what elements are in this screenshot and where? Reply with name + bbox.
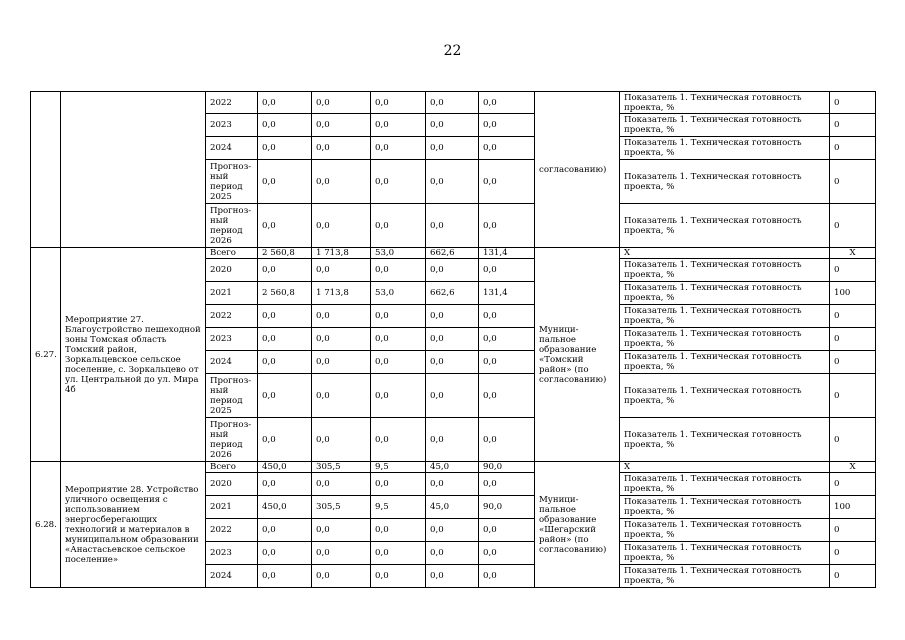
- value-cell-5: 0,0: [479, 473, 535, 496]
- value-cell-3: 0,0: [371, 204, 426, 248]
- indicator-cell: Показатель 1. Техническая готовность проекта, %: [620, 565, 830, 588]
- indicator-cell: Показатель 1. Техническая готовность проекта, %: [620, 282, 830, 305]
- value-cell-4: 45,0: [426, 462, 479, 473]
- table-body: [31, 92, 876, 588]
- year-cell: 2022: [206, 519, 258, 542]
- value-cell-4: 0,0: [426, 259, 479, 282]
- table-row: [31, 462, 876, 473]
- value-cell-5: 0,0: [479, 137, 535, 160]
- value-cell-3: 0,0: [371, 259, 426, 282]
- value-cell-3: 0,0: [371, 418, 426, 462]
- value-cell-3: 0,0: [371, 519, 426, 542]
- value-cell-1: 0,0: [258, 92, 312, 114]
- value-cell-4: 0,0: [426, 542, 479, 565]
- item-number: 6.27.: [31, 248, 61, 462]
- indicator-cell: Показатель 1. Техническая готовность проекта, %: [620, 114, 830, 137]
- value-cell-5: 0,0: [479, 565, 535, 588]
- target-cell: 0: [830, 137, 876, 160]
- target-cell: 0: [830, 328, 876, 351]
- target-cell: 0: [830, 305, 876, 328]
- indicator-cell: Показатель 1. Техническая готовность проекта, %: [620, 328, 830, 351]
- table-row: [31, 248, 876, 259]
- value-cell-5: 0,0: [479, 374, 535, 418]
- value-cell-2: 0,0: [312, 328, 371, 351]
- value-cell-1: 0,0: [258, 328, 312, 351]
- target-cell: 100: [830, 496, 876, 519]
- indicator-cell: X: [620, 462, 830, 473]
- value-cell-1: 2 560,8: [258, 248, 312, 259]
- indicator-cell: Показатель 1. Техническая готовность проекта, %: [620, 92, 830, 114]
- value-cell-1: 0,0: [258, 473, 312, 496]
- value-cell-4: 0,0: [426, 137, 479, 160]
- target-cell: 0: [830, 519, 876, 542]
- value-cell-1: 0,0: [258, 204, 312, 248]
- indicator-cell: Показатель 1. Техническая готовность проекта, %: [620, 418, 830, 462]
- value-cell-2: 0,0: [312, 114, 371, 137]
- target-cell: 0: [830, 351, 876, 374]
- year-cell: 2022: [206, 92, 258, 114]
- indicator-cell: Показатель 1. Техническая готовность проекта, %: [620, 160, 830, 204]
- year-cell: Прогноз-ный период 2025: [206, 374, 258, 418]
- executor-cell: согласованию): [535, 92, 620, 248]
- value-cell-4: 0,0: [426, 328, 479, 351]
- executor-cell: Муници-пальное образование «Томский район» (по согласованию): [535, 248, 620, 462]
- year-cell: 2021: [206, 282, 258, 305]
- target-cell: 0: [830, 473, 876, 496]
- value-cell-2: 0,0: [312, 473, 371, 496]
- value-cell-3: 53,0: [371, 282, 426, 305]
- value-cell-3: 0,0: [371, 351, 426, 374]
- value-cell-2: 0,0: [312, 351, 371, 374]
- value-cell-3: 0,0: [371, 542, 426, 565]
- value-cell-2: 0,0: [312, 137, 371, 160]
- indicator-cell: Показатель 1. Техническая готовность проекта, %: [620, 473, 830, 496]
- indicator-cell: Показатель 1. Техническая готовность проекта, %: [620, 519, 830, 542]
- year-cell: Всего: [206, 462, 258, 473]
- indicator-cell: Показатель 1. Техническая готовность проекта, %: [620, 259, 830, 282]
- indicator-cell: Показатель 1. Техническая готовность проекта, %: [620, 305, 830, 328]
- year-cell: 2023: [206, 542, 258, 565]
- value-cell-4: 0,0: [426, 92, 479, 114]
- year-cell: Всего: [206, 248, 258, 259]
- value-cell-3: 0,0: [371, 565, 426, 588]
- value-cell-1: 0,0: [258, 374, 312, 418]
- value-cell-4: 0,0: [426, 204, 479, 248]
- indicator-cell: Показатель 1. Техническая готовность проекта, %: [620, 496, 830, 519]
- value-cell-4: 0,0: [426, 160, 479, 204]
- target-cell: 0: [830, 92, 876, 114]
- value-cell-4: 0,0: [426, 305, 479, 328]
- value-cell-5: 0,0: [479, 542, 535, 565]
- value-cell-5: 0,0: [479, 328, 535, 351]
- value-cell-3: 53,0: [371, 248, 426, 259]
- value-cell-5: 0,0: [479, 305, 535, 328]
- year-cell: 2024: [206, 137, 258, 160]
- year-cell: 2024: [206, 351, 258, 374]
- value-cell-5: 0,0: [479, 418, 535, 462]
- value-cell-3: 0,0: [371, 374, 426, 418]
- year-cell: Прогноз-ный период 2025: [206, 160, 258, 204]
- value-cell-3: 0,0: [371, 92, 426, 114]
- target-cell: 0: [830, 259, 876, 282]
- value-cell-1: 0,0: [258, 160, 312, 204]
- indicator-cell: Показатель 1. Техническая готовность проекта, %: [620, 374, 830, 418]
- value-cell-4: 662,6: [426, 248, 479, 259]
- value-cell-2: 0,0: [312, 305, 371, 328]
- value-cell-1: 0,0: [258, 305, 312, 328]
- value-cell-4: 0,0: [426, 565, 479, 588]
- value-cell-1: 2 560,8: [258, 282, 312, 305]
- year-cell: 2023: [206, 328, 258, 351]
- page-number: 22: [443, 43, 462, 59]
- value-cell-5: 0,0: [479, 259, 535, 282]
- value-cell-1: 450,0: [258, 496, 312, 519]
- value-cell-2: 0,0: [312, 92, 371, 114]
- year-cell: 2020: [206, 473, 258, 496]
- target-cell: 0: [830, 542, 876, 565]
- value-cell-4: 0,0: [426, 473, 479, 496]
- value-cell-2: 0,0: [312, 542, 371, 565]
- value-cell-1: 0,0: [258, 114, 312, 137]
- value-cell-4: 662,6: [426, 282, 479, 305]
- indicator-cell: X: [620, 248, 830, 259]
- value-cell-4: 0,0: [426, 418, 479, 462]
- value-cell-3: 9,5: [371, 462, 426, 473]
- value-cell-5: 0,0: [479, 351, 535, 374]
- value-cell-3: 0,0: [371, 114, 426, 137]
- year-cell: 2022: [206, 305, 258, 328]
- value-cell-4: 0,0: [426, 114, 479, 137]
- value-cell-5: 0,0: [479, 519, 535, 542]
- value-cell-1: 0,0: [258, 519, 312, 542]
- target-cell: 0: [830, 418, 876, 462]
- value-cell-3: 0,0: [371, 328, 426, 351]
- item-title: [61, 92, 206, 248]
- year-cell: Прогноз-ный период 2026: [206, 418, 258, 462]
- target-cell: X: [830, 462, 876, 473]
- target-cell: 0: [830, 374, 876, 418]
- value-cell-5: 90,0: [479, 462, 535, 473]
- value-cell-4: 0,0: [426, 374, 479, 418]
- indicator-cell: Показатель 1. Техническая готовность проекта, %: [620, 351, 830, 374]
- value-cell-2: 0,0: [312, 374, 371, 418]
- value-cell-1: 0,0: [258, 137, 312, 160]
- value-cell-1: 0,0: [258, 565, 312, 588]
- target-cell: X: [830, 248, 876, 259]
- value-cell-5: 0,0: [479, 114, 535, 137]
- program-table: [30, 91, 876, 588]
- value-cell-2: 0,0: [312, 519, 371, 542]
- item-number: 6.28.: [31, 462, 61, 588]
- target-cell: 0: [830, 114, 876, 137]
- value-cell-2: 305,5: [312, 496, 371, 519]
- value-cell-4: 45,0: [426, 496, 479, 519]
- item-number: [31, 92, 61, 248]
- value-cell-5: 0,0: [479, 160, 535, 204]
- value-cell-5: 0,0: [479, 204, 535, 248]
- value-cell-4: 0,0: [426, 351, 479, 374]
- value-cell-5: 90,0: [479, 496, 535, 519]
- value-cell-3: 0,0: [371, 473, 426, 496]
- value-cell-2: 0,0: [312, 418, 371, 462]
- table-row: [31, 92, 876, 114]
- value-cell-2: 1 713,8: [312, 248, 371, 259]
- year-cell: Прогноз-ный период 2026: [206, 204, 258, 248]
- value-cell-5: 0,0: [479, 92, 535, 114]
- indicator-cell: Показатель 1. Техническая готовность проекта, %: [620, 204, 830, 248]
- year-cell: 2020: [206, 259, 258, 282]
- target-cell: 0: [830, 565, 876, 588]
- value-cell-3: 9,5: [371, 496, 426, 519]
- value-cell-1: 0,0: [258, 259, 312, 282]
- value-cell-5: 131,4: [479, 282, 535, 305]
- item-title: Мероприятие 28. Устройство уличного освещения с использованием энергосберегающих технологий и материалов в муниципальном образовании «Анастасьевское сельское поселение»: [61, 462, 206, 588]
- indicator-cell: Показатель 1. Техническая готовность проекта, %: [620, 137, 830, 160]
- year-cell: 2021: [206, 496, 258, 519]
- target-cell: 100: [830, 282, 876, 305]
- target-cell: 0: [830, 204, 876, 248]
- item-title: Мероприятие 27. Благоустройство пешеходной зоны Томская область Томский район, Зоркальцевское сельское поселение, с. Зоркальцево от ул. Центральной до ул. Мира 4б: [61, 248, 206, 462]
- target-cell: 0: [830, 160, 876, 204]
- value-cell-5: 131,4: [479, 248, 535, 259]
- value-cell-3: 0,0: [371, 137, 426, 160]
- value-cell-1: 450,0: [258, 462, 312, 473]
- value-cell-1: 0,0: [258, 418, 312, 462]
- value-cell-2: 0,0: [312, 204, 371, 248]
- year-cell: 2024: [206, 565, 258, 588]
- indicator-cell: Показатель 1. Техническая готовность проекта, %: [620, 542, 830, 565]
- value-cell-1: 0,0: [258, 351, 312, 374]
- year-cell: 2023: [206, 114, 258, 137]
- executor-cell: Муници-пальное образование «Шегарский район» (по согласованию): [535, 462, 620, 588]
- value-cell-2: 0,0: [312, 160, 371, 204]
- value-cell-2: 0,0: [312, 259, 371, 282]
- value-cell-3: 0,0: [371, 160, 426, 204]
- value-cell-2: 0,0: [312, 565, 371, 588]
- value-cell-1: 0,0: [258, 542, 312, 565]
- value-cell-2: 1 713,8: [312, 282, 371, 305]
- value-cell-2: 305,5: [312, 462, 371, 473]
- value-cell-3: 0,0: [371, 305, 426, 328]
- value-cell-4: 0,0: [426, 519, 479, 542]
